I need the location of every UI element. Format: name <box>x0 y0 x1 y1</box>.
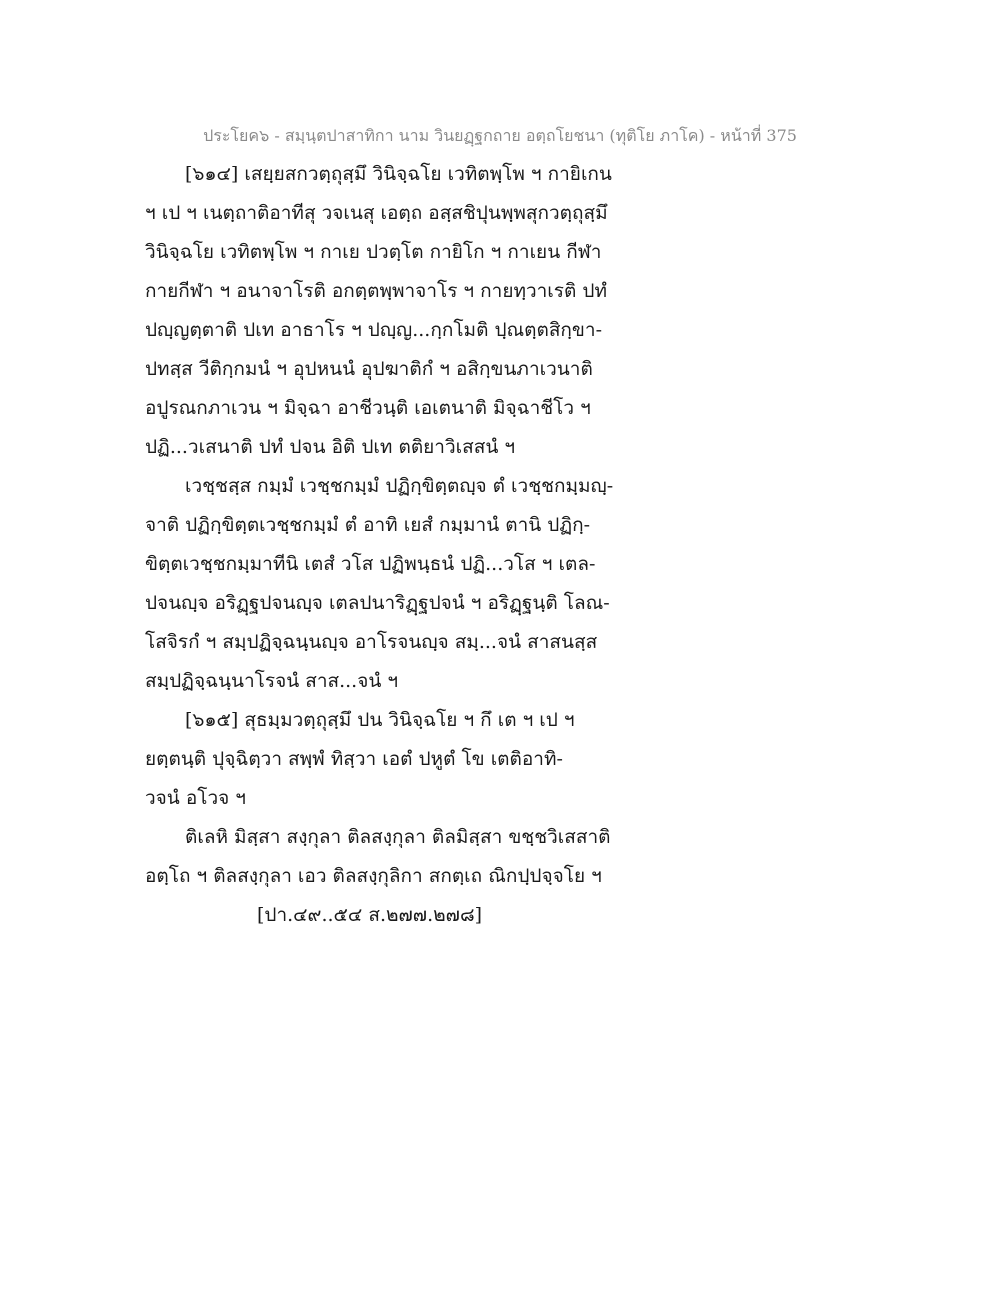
text-line: ยตฺตนฺติ ปุจฺฉิตฺวา สพฺพํ ทิสฺวา เอตํ ปหูตํ โข เตติอาทิ- <box>145 748 563 770</box>
text-line: อปูรณกภาเวน ฯ มิจฺฉา อาชีวนฺติ เอเตนาติ มิจฺฉาชีโว ฯ <box>145 397 591 419</box>
text-line: อตฺโถ ฯ ติลสงฺกุลา เอว ติลสงฺกุลิกา สกตฺเถ ณิกปฺปจฺจโย ฯ <box>145 865 602 887</box>
text-line: ปจนญฺจ อริฏฺฐปจนญฺจ เตลปนาริฏฺฐปจนํ ฯ อริฏฺฐนฺติ โลณ- <box>145 592 610 614</box>
text-line: เวชฺชสฺส กมฺมํ เวชฺชกมฺมํ ปฏิกฺขิตฺตญฺจ ตํ เวชฺชกมฺมญฺ- <box>185 475 614 497</box>
text-line: วจนํ อโวจ ฯ <box>145 787 246 809</box>
text-line: ปฏิ...วเสนาติ ปทํ ปจน อิติ ปเท ตติยาวิเสสนํ ฯ <box>145 436 516 458</box>
text-line: [๖๑๔] เสยฺยสกวตฺถุสฺมึ วินิจฺฉโย เวทิตพฺโพ ฯ กายิเกน <box>185 163 612 185</box>
body-text <box>145 155 645 935</box>
text-line: ติเลหิ มิสฺสา สงฺกุลา ติลสงฺกุลา ติลมิสฺสา ขชฺชวิเสสาติ <box>185 826 611 848</box>
text-line: ขิตฺตเวชฺชกมฺมาทีนิ เตสํ วโส ปฏิพนฺธนํ ปฏิ...วโส ฯ เตล- <box>145 553 596 575</box>
text-line: จาติ ปฏิกฺขิตฺตเวชฺชกมฺมํ ตํ อาทิ เยสํ กมฺมานํ ตานิ ปฏิกฺ- <box>145 514 591 536</box>
text-line: [๖๑๕] สุธมฺมวตฺถุสฺมึ ปน วินิจฺฉโย ฯ กึ เต ฯ เป ฯ <box>185 709 575 731</box>
page-header: ประโยค๖ - สมฺนฺตปาสาทิกา นาม วินยฏฺฐกถาย อตฺถโยชนา (ทุติโย ภาโค) - หน้าที่ 375 <box>203 126 797 145</box>
text-line: สมฺปฏิจฺฉนฺนาโรจนํ สาส...จนํ ฯ <box>145 670 399 692</box>
text-line: ฯ เป ฯ เนตฺถาติอาทีสุ วจเนสุ เอตฺถ อสฺสชิปุนพฺพสุกวตฺถุสฺมึ <box>145 202 608 224</box>
text-line: ปญฺญตฺตาติ ปเท อาธาโร ฯ ปญฺญ...กฺกโมติ ปฺณตฺตสิกฺขา- <box>145 319 603 341</box>
text-line: วินิจฺฉโย เวทิตพฺโพ ฯ กาเย ปวตฺโต กายิโก ฯ กาเยน กีฬา <box>145 241 602 263</box>
reference-citation: [ปา.๔๙..๕๔ ส.๒๗๗.๒๗๘] <box>257 904 483 926</box>
text-line: กายกีฬา ฯ อนาจาโรติ อกตฺตพฺพาจาโร ฯ กายทฺวาเรติ ปทํ <box>145 280 607 302</box>
text-line: โสจิรกํ ฯ สมฺปฏิจฺฉนฺนญฺจ อาโรจนญฺจ สมฺ...จนํ สาสนสฺส <box>145 631 598 653</box>
text-line: ปทสฺส วีติกฺกมนํ ฯ อุปหนนํ อุปฆาติกํ ฯ อสิกฺขนภาเวนาติ <box>145 358 593 380</box>
